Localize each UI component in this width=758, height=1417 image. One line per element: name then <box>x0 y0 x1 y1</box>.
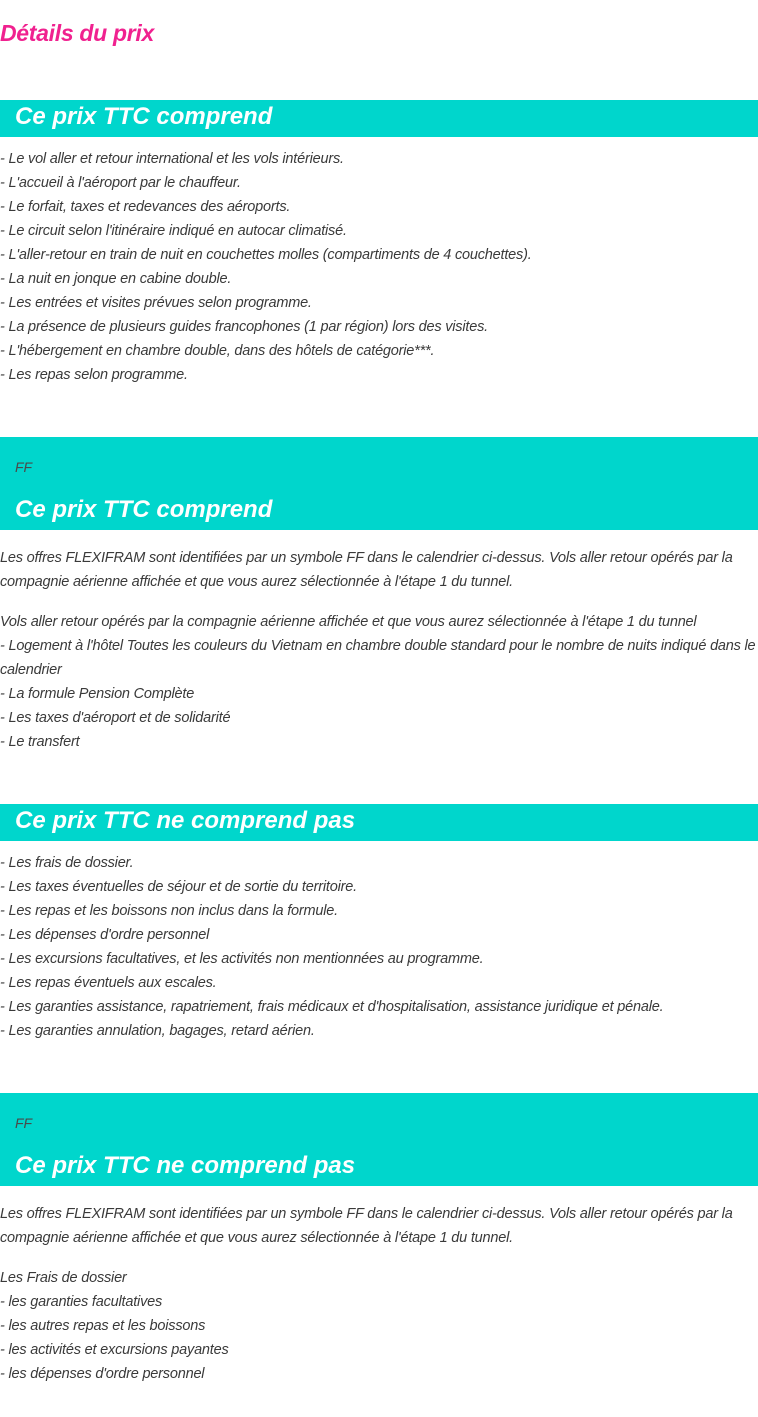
list-item: - les activités et excursions payantes <box>0 1342 229 1358</box>
section-included-ff-header <box>0 437 758 530</box>
list-item: - L'accueil à l'aéroport par le chauffeur. <box>0 175 241 191</box>
list-item: - Logement à l'hôtel Toutes les couleurs du Vietnam en chambre double standard pour le nombre de nuits indiqué dans le calendrier <box>0 638 756 678</box>
list-item: - Les taxes éventuelles de séjour et de sortie du territoire. <box>0 879 357 895</box>
list-item: - Les frais de dossier. <box>0 855 134 871</box>
list-item: - La présence de plusieurs guides francophones (1 par région) lors des visites. <box>0 319 488 335</box>
list-item: - Les repas et les boissons non inclus dans la formule. <box>0 903 338 919</box>
list-item: - Le circuit selon l'itinéraire indiqué en autocar climatisé. <box>0 223 347 239</box>
list-item: - Les garanties assistance, rapatriement, frais médicaux et d'hospitalisation, assistance juridique et pénale. <box>0 999 664 1015</box>
list-item: - Les excursions facultatives, et les activités non mentionnées au programme. <box>0 951 484 967</box>
section-included-header <box>0 100 758 137</box>
list-item: Les Frais de dossier <box>0 1270 127 1286</box>
list-item: - Le transfert <box>0 734 80 750</box>
section-excluded-header <box>0 804 758 841</box>
list-item: - L'hébergement en chambre double, dans des hôtels de catégorie***. <box>0 343 435 359</box>
list-item: - Les dépenses d'ordre personnel <box>0 927 210 943</box>
section-excluded-list <box>0 851 758 1043</box>
list-item: - les garanties facultatives <box>0 1294 163 1310</box>
section-included-list <box>0 147 758 387</box>
list-item: - Les repas selon programme. <box>0 367 188 383</box>
list-item: - Les taxes d'aéroport et de solidarité <box>0 710 231 726</box>
section-excluded-heading: Ce prix TTC ne comprend pas <box>15 807 356 834</box>
list-item: - Les entrées et visites prévues selon programme. <box>0 295 312 311</box>
list-item: - Les repas éventuels aux escales. <box>0 975 217 991</box>
section-included-ff-list <box>0 610 758 754</box>
list-item: - Le vol aller et retour international et les vols intérieurs. <box>0 151 344 167</box>
section-excluded-ff-header <box>0 1093 758 1186</box>
list-item: - Le forfait, taxes et redevances des aéroports. <box>0 199 291 215</box>
section-excluded-ff-heading: Ce prix TTC ne comprend pas <box>15 1152 356 1179</box>
section-included-heading: Ce prix TTC comprend <box>15 103 273 130</box>
list-item: - les dépenses d'ordre personnel <box>0 1366 205 1382</box>
list-item: - L'aller-retour en train de nuit en couchettes molles (compartiments de 4 couchettes). <box>0 247 532 263</box>
section-excluded-ff-intro: Les offres FLEXIFRAM sont identifiées par un symbole FF dans le calendrier ci-dessus. Vols aller retour opérés par la compagnie aérienne affichée et que vous aurez sélectionnée à l'étape 1 du tunnel. <box>0 1206 733 1246</box>
list-item: - La formule Pension Complète <box>0 686 195 702</box>
page-title: Détails du prix <box>0 20 154 46</box>
section-excluded-ff-list <box>0 1266 758 1386</box>
list-item: - les autres repas et les boissons <box>0 1318 206 1334</box>
list-item: - Les garanties annulation, bagages, retard aérien. <box>0 1023 315 1039</box>
section-included-ff-intro: Les offres FLEXIFRAM sont identifiées par un symbole FF dans le calendrier ci-dessus. Vols aller retour opérés par la compagnie aérienne affichée et que vous aurez sélectionnée à l'étape 1 du tunnel. <box>0 550 733 590</box>
ff-tag: FF <box>15 1115 33 1131</box>
ff-tag: FF <box>15 459 33 475</box>
list-item: Vols aller retour opérés par la compagnie aérienne affichée et que vous aurez sélectionnée à l'étape 1 du tunnel <box>0 614 697 630</box>
list-item: - La nuit en jonque en cabine double. <box>0 271 232 287</box>
section-included-ff-heading: Ce prix TTC comprend <box>15 496 273 523</box>
